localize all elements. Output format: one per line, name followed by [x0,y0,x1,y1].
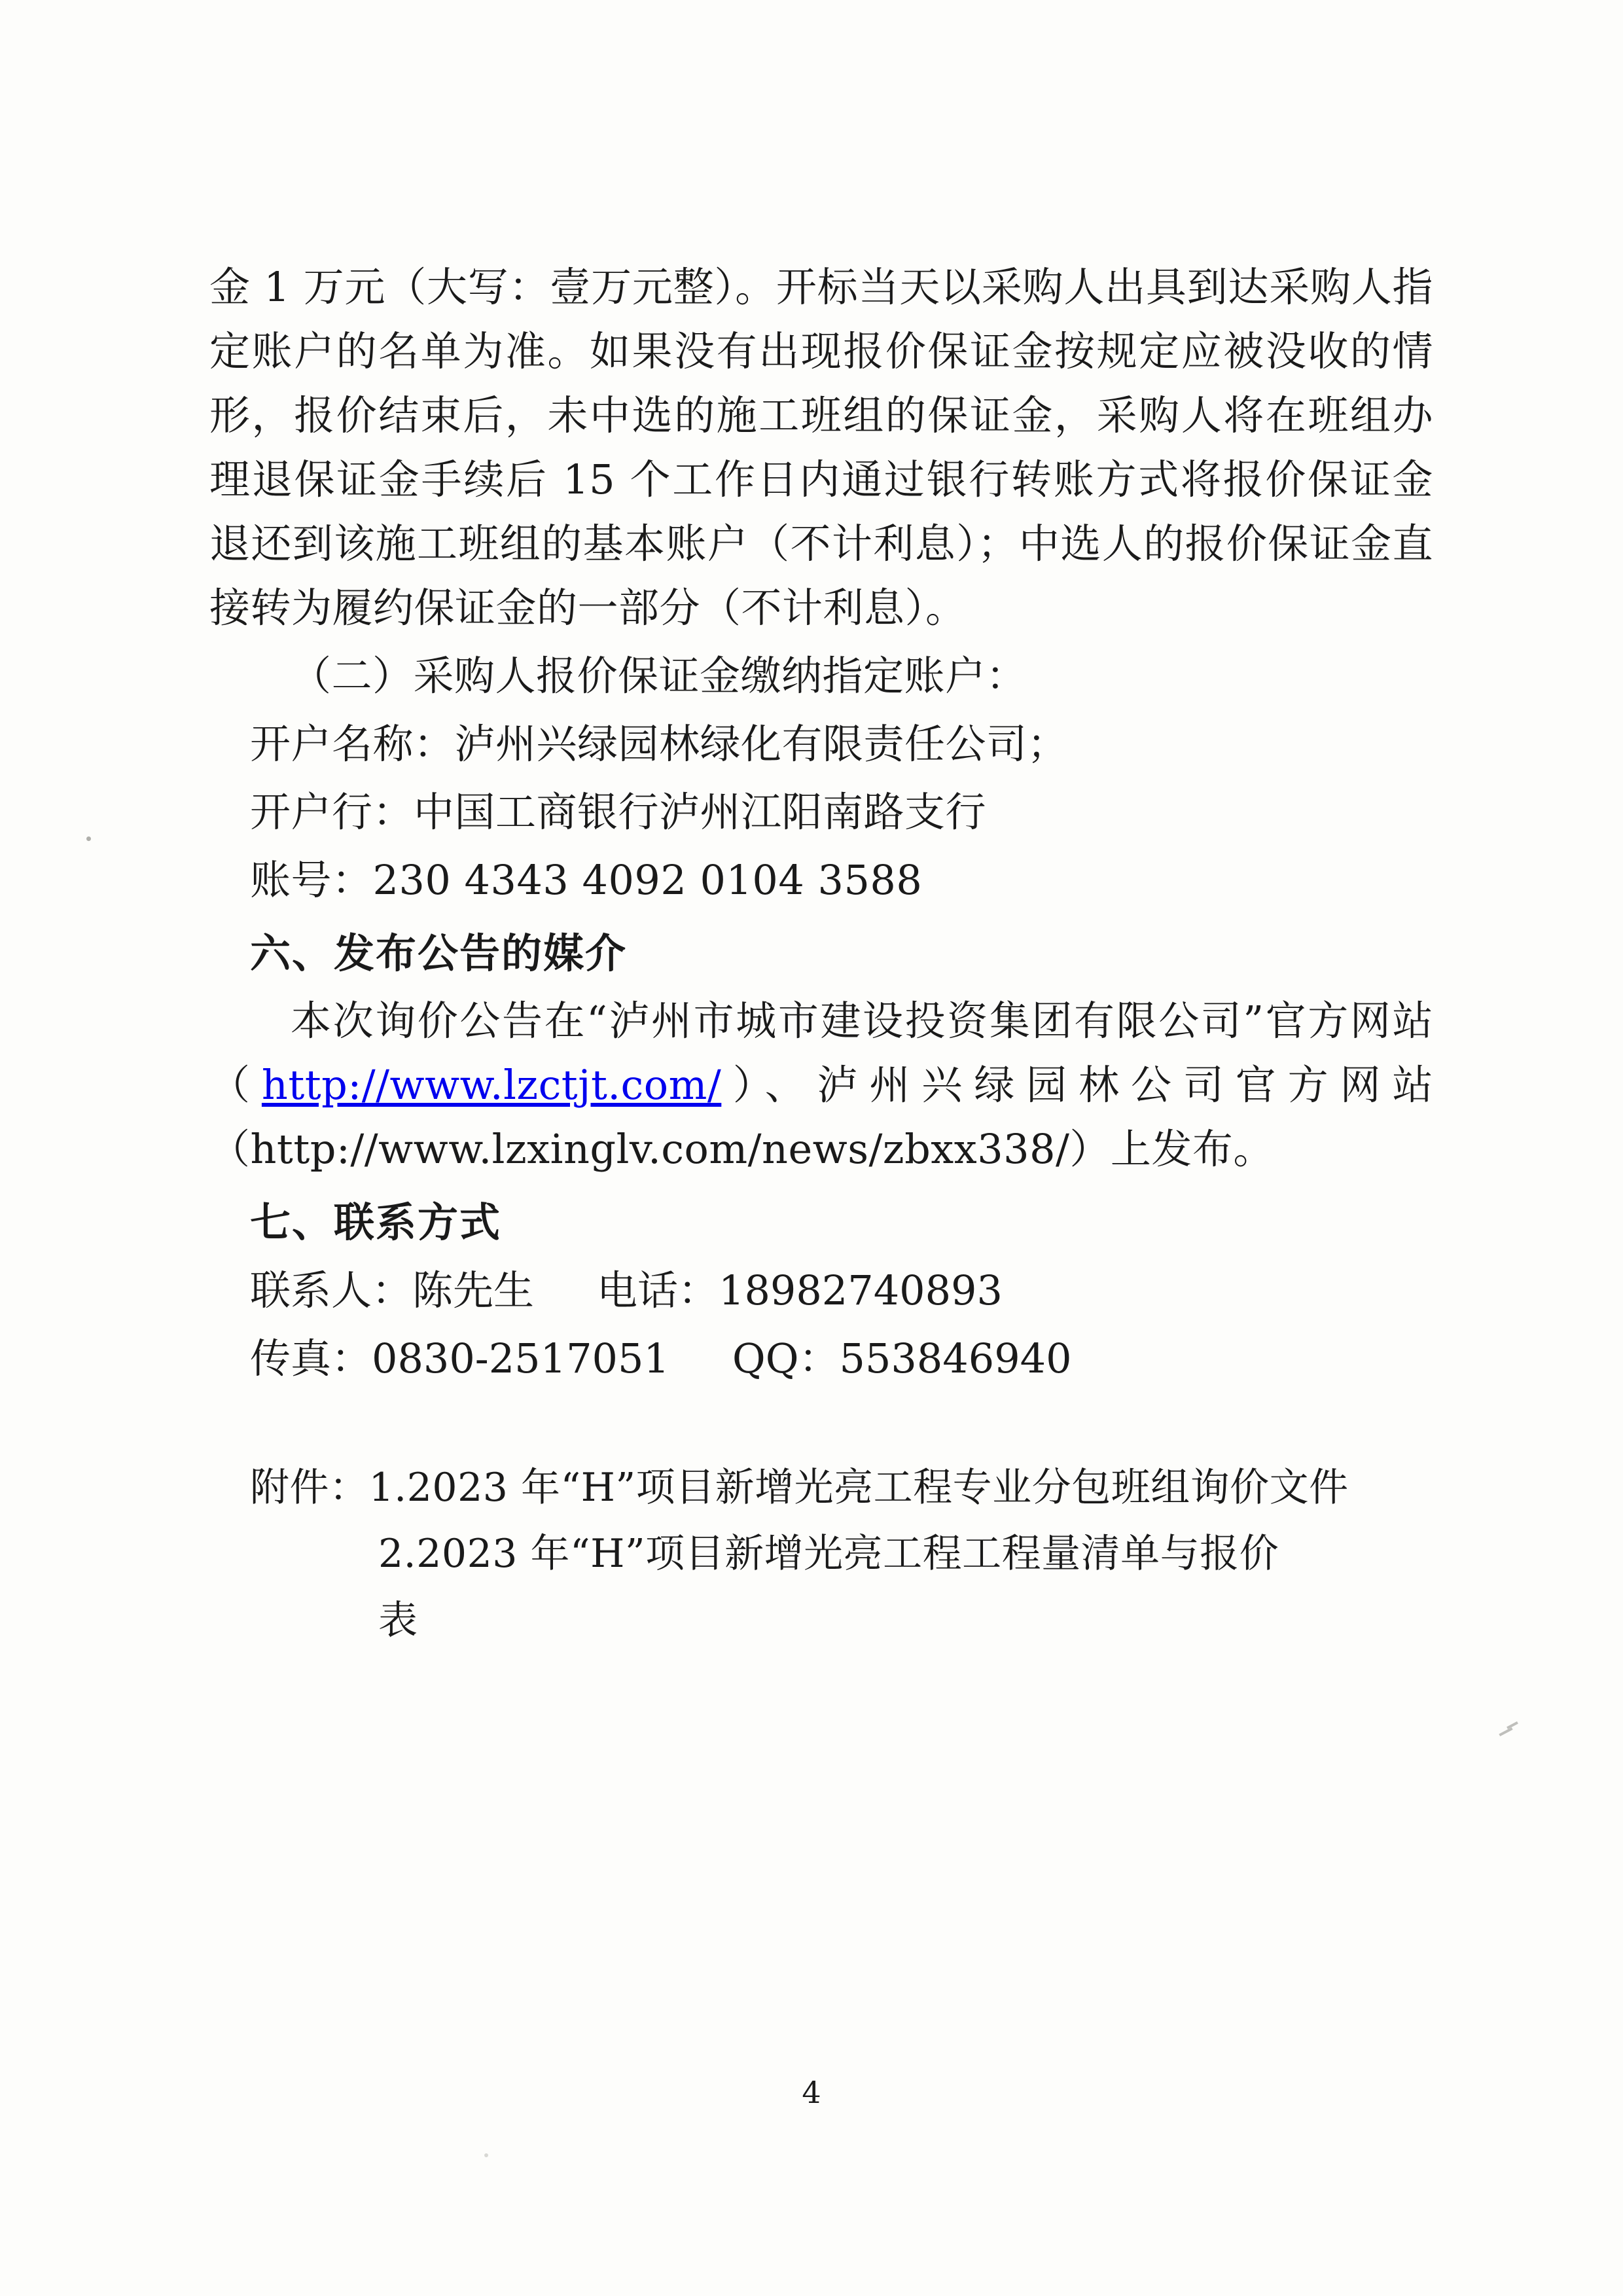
attachment-item: 2.2023 年“H”项目新增光亮工程工程量清单与报价 [378,1531,1279,1577]
contact-row [209,1327,1433,1391]
official-website-link[interactable]: http://www.lzctjt.com/ [261,1061,722,1109]
contact-qq: QQ：553846940 [732,1335,1072,1383]
contact-fax: 传真：0830-2517051 [250,1335,669,1383]
account-number-line: 账号：230 4343 4092 0104 3588 [250,855,923,904]
contact-row [209,1259,1433,1323]
attachment-text-1: 1.2023 年“H”项目新增光亮工程专业分包班组询价文件 [368,1465,1349,1511]
attachment-item: 表 [378,1597,418,1643]
section-heading-media: 六、发布公告的媒介 [250,929,628,977]
contact-person: 联系人：陈先生 [250,1266,535,1315]
attachments-label: 附件： [250,1465,369,1511]
media-text-middle: ）、泸州兴绿园林公司官方网站 [721,1061,1433,1109]
media-text-second-line: （http://www.lzxinglv.com/news/zbxx338/）上发布。 [209,1125,1274,1174]
contact-phone: 电话：18982740893 [597,1266,1003,1315]
attachment-item [209,1456,1433,1520]
document-body [209,255,1433,1655]
account-intro-paragraph: （二）采购人报价保证金缴纳指定账户： [291,651,1027,700]
page-number: 4 [802,2075,821,2110]
account-name-line: 开户名称：泸州兴绿园林绿化有限责任公司； [250,719,1069,768]
attachments-block [209,1456,1433,1653]
section-heading-contact: 七、联系方式 [250,1198,502,1247]
media-paragraph [209,989,1433,1181]
media-text-before-link: 本次询价公告在“泸州市城市建设投资集团有限公司”官方网站（ [209,997,1433,1109]
deposit-paragraph: 金 1 万元（大写：壹万元整）。开标当天以采购人出具到达采购人指定账户的名单为准。如果没有出现报价保证金按规定应被没收的情形，报价结束后，未中选的施工班组的保证金，采购人将在班组办理退保证金手续后 15 个工作日内通过银行转账方式将报价保证金退还到该施工班组的基本账户（不计利息）；中选人的报价保证金直接转为履约保证金的一部分（不计利息）。 [209,263,1433,632]
page-speck-bottom [484,2153,488,2157]
page-speck-right [1499,1721,1522,1738]
page-speck-left [86,836,91,841]
account-bank-line: 开户行：中国工商银行泸州江阳南路支行 [250,787,987,836]
